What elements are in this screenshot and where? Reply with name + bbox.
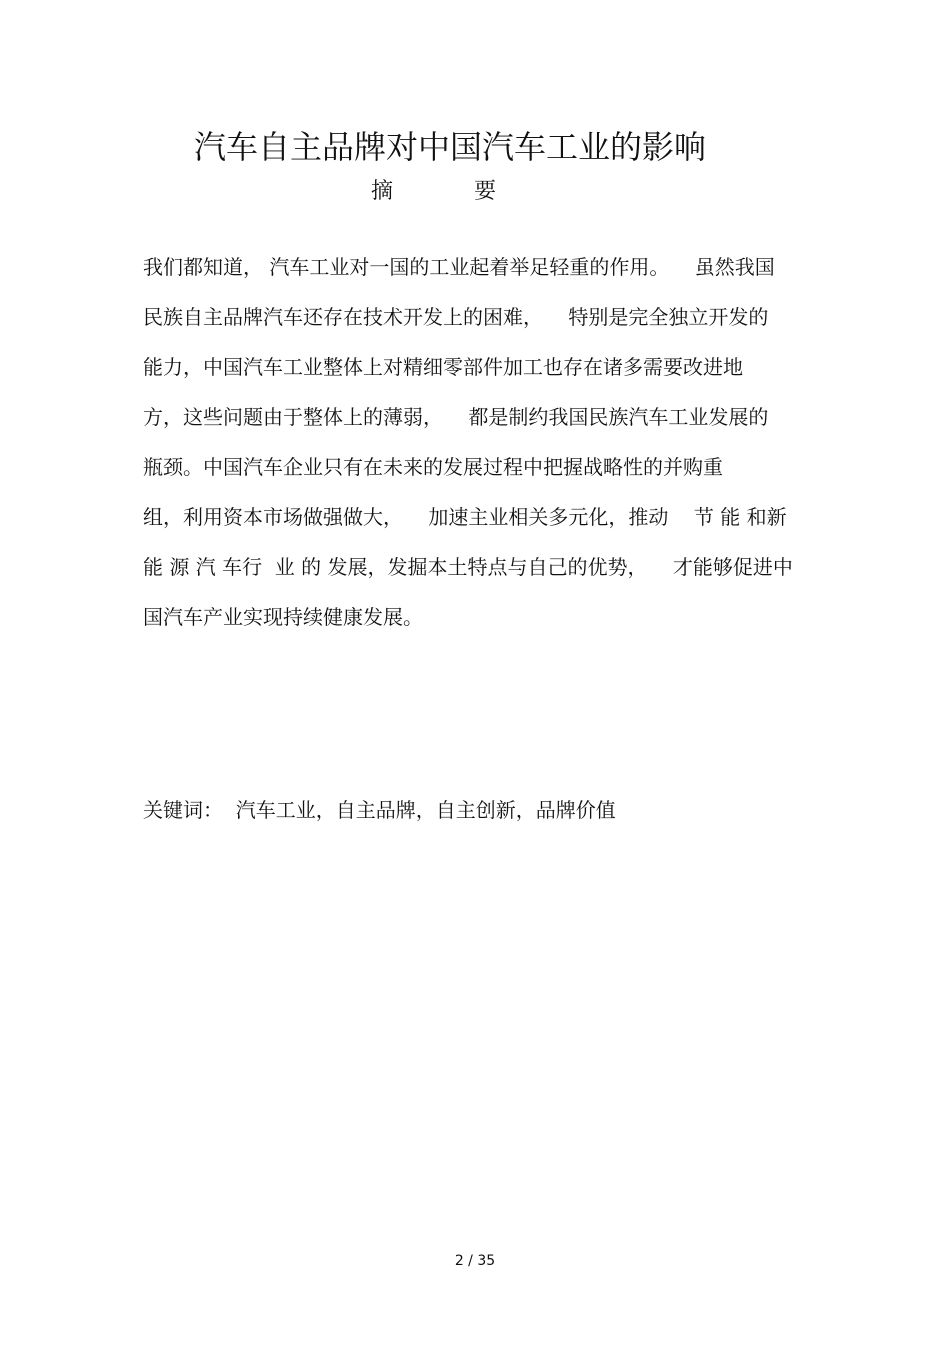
abstract-line: 国汽车产业实现持续健康发展。 [143, 605, 423, 629]
abstract-line: 能 源 汽 车行 业 的 发展，发掘本土特点与自己的优势， 才能够促进中 [143, 555, 793, 579]
abstract-line: 瓶颈。中国汽车企业只有在未来的发展过程中把握战略性的并购重 [143, 455, 723, 479]
abstract-body [143, 247, 803, 647]
keywords-line: 关键词： 汽车工业，自主品牌，自主创新，品牌价值 [143, 798, 616, 822]
abstract-heading-char-1: 摘 [371, 179, 394, 204]
abstract-line: 能力，中国汽车工业整体上对精细零部件加工也存在诸多需要改进地 [143, 355, 743, 379]
document-title: 汽车自主品牌对中国汽车工业的影响 [193, 128, 706, 166]
page-number: 2 / 35 [454, 1253, 496, 1269]
abstract-line: 方，这些问题由于整体上的薄弱， 都是制约我国民族汽车工业发展的 [143, 405, 769, 429]
abstract-line: 民族自主品牌汽车还存在技术开发上的困难， 特别是完全独立开发的 [143, 305, 769, 329]
abstract-line: 组，利用资本市场做强做大， 加速主业相关多元化，推动 节 能 和新 [143, 505, 787, 529]
abstract-line: 我们都知道， 汽车工业对一国的工业起着举足轻重的作用。 虽然我国 [143, 255, 775, 279]
abstract-heading-char-2: 要 [474, 179, 497, 204]
